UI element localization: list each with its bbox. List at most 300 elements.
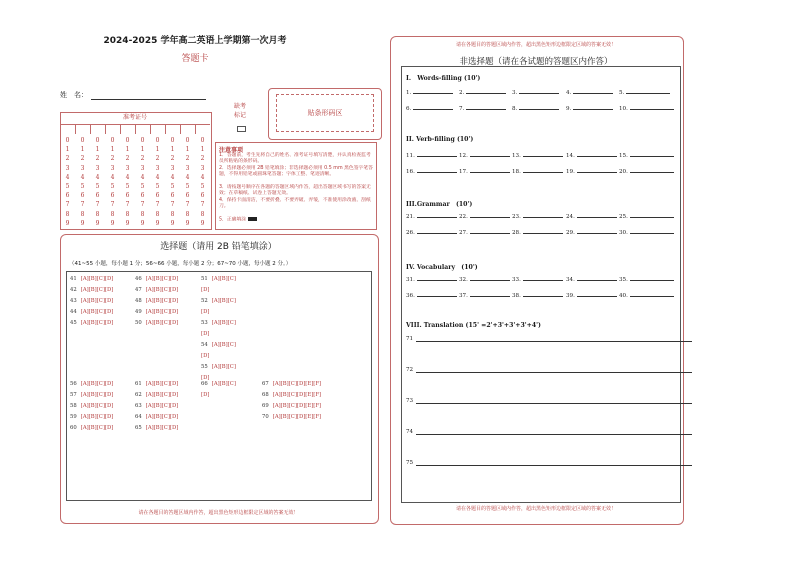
exam-id-input-cell[interactable] [75, 124, 91, 134]
exam-id-digit-column [105, 136, 120, 228]
exam-id-digit-bubble[interactable]: 7 [110, 201, 115, 209]
answer-option-d-label: [D] [201, 392, 210, 398]
fill-blank[interactable] [619, 90, 670, 96]
exam-id-digit-bubble[interactable]: 4 [80, 173, 85, 181]
note-item-label: 5．正确填涂 [219, 217, 247, 223]
choice-question-row [70, 414, 113, 420]
fill-blank[interactable] [566, 277, 617, 283]
question-number: 64 [135, 414, 142, 420]
blank-number: 38. [512, 293, 521, 299]
blank-line [523, 233, 563, 234]
fill-blank[interactable] [512, 90, 559, 96]
blank-line [577, 217, 617, 218]
blank-line [470, 156, 510, 157]
fill-blank[interactable] [459, 90, 506, 96]
fill-blank[interactable] [459, 230, 510, 236]
exam-id-digit-bubble[interactable]: 6 [185, 192, 190, 200]
exam-id-input-cell[interactable] [165, 124, 181, 134]
choice-question-row [201, 298, 236, 304]
exam-id-digit-bubble[interactable]: 3 [185, 164, 190, 172]
exam-id-digit-bubble[interactable]: 3 [200, 164, 205, 172]
question-number: 56 [70, 381, 77, 387]
blank-number: 23. [512, 214, 521, 220]
answer-options[interactable]: [A][B][C][D] [80, 425, 114, 431]
fill-blank[interactable] [619, 214, 674, 220]
fill-blank[interactable] [619, 169, 674, 175]
exam-id-digit-bubble[interactable]: 6 [155, 192, 160, 200]
question-number: 48 [135, 298, 142, 304]
blank-line [470, 233, 510, 234]
answer-options[interactable]: [A][B][C][D] [145, 298, 179, 304]
fill-blank[interactable] [406, 277, 457, 283]
exam-id-digit-bubble[interactable]: 5 [65, 183, 70, 191]
exam-id-digit-bubble[interactable]: 6 [170, 192, 175, 200]
answer-options[interactable]: [A][B][C][D] [145, 309, 179, 315]
answer-options[interactable]: [A][B][C][D][E][F] [272, 392, 322, 398]
exam-id-digit-bubble[interactable]: 9 [140, 219, 145, 227]
question-number: 52 [201, 298, 208, 304]
answer-options[interactable]: [A][B][C][D] [145, 403, 179, 409]
blank-line [470, 217, 510, 218]
exam-id-digit-bubble[interactable]: 7 [140, 201, 145, 209]
choice-question-row [201, 342, 236, 348]
blank-line [417, 233, 457, 234]
exam-id-digit-bubble[interactable]: 6 [65, 192, 70, 200]
notes-title: 注意事项 [219, 147, 244, 154]
exam-id-digit-bubble[interactable]: 1 [200, 146, 205, 154]
exam-id-digit-bubble[interactable]: 6 [95, 192, 100, 200]
exam-id-digit-bubble[interactable]: 4 [95, 173, 100, 181]
blank-line [470, 172, 510, 173]
fill-blank[interactable] [459, 169, 510, 175]
answer-options[interactable]: [A][B][C] [211, 342, 236, 348]
fill-blank[interactable] [566, 153, 617, 159]
answer-option-d[interactable] [201, 331, 209, 337]
exam-id-digit-bubble[interactable]: 8 [155, 210, 160, 218]
exam-id-digit-bubble[interactable]: 4 [155, 173, 160, 181]
fill-blank[interactable] [459, 277, 510, 283]
question-number: 63 [135, 403, 142, 409]
answer-options[interactable]: [A][B][C][D][E][F] [272, 381, 322, 387]
answer-option-d[interactable] [201, 392, 209, 398]
question-number: 70 [262, 414, 269, 420]
exam-id-digit-bubble[interactable]: 2 [65, 155, 70, 163]
blank-number: 16. [406, 169, 415, 175]
blank-line [470, 296, 510, 297]
fill-blank[interactable] [406, 293, 457, 299]
exam-id-digit-bubble[interactable]: 2 [185, 155, 190, 163]
exam-id-digit-bubble[interactable]: 0 [200, 137, 205, 144]
answer-option-d[interactable] [201, 287, 209, 293]
blank-number: 27. [459, 230, 468, 236]
answer-options[interactable]: [A][B][C][D] [145, 287, 179, 293]
answer-options[interactable]: [A][B][C][D] [80, 381, 114, 387]
exam-id-input-cell[interactable] [90, 124, 106, 134]
fill-blank[interactable] [512, 153, 563, 159]
answer-options[interactable]: [A][B][C][D] [80, 414, 114, 420]
fill-blank[interactable] [512, 277, 563, 283]
exam-id-digit-bubble[interactable]: 8 [200, 210, 205, 218]
answer-options[interactable]: [A][B][C][D] [80, 287, 114, 293]
choice-question-row [262, 414, 321, 420]
blank-line [630, 280, 674, 281]
absent-mark-box[interactable] [237, 126, 246, 132]
blank-number: 1. [406, 90, 412, 96]
blank-line [523, 172, 563, 173]
fill-blank[interactable] [459, 214, 510, 220]
blank-number: 35. [619, 277, 628, 283]
blank-number: 6. [406, 106, 412, 112]
blank-number: 20. [619, 169, 628, 175]
exam-id-digit-bubble[interactable]: 3 [155, 164, 160, 172]
blank-line [466, 93, 506, 94]
exam-id-digit-bubble[interactable]: 1 [65, 146, 70, 154]
answer-options[interactable]: [A][B][C][D] [145, 320, 179, 326]
exam-id-digit-column [60, 136, 75, 228]
answer-options[interactable]: [A][B][C][D][E][F] [272, 414, 322, 420]
exam-id-digit-bubble[interactable]: 7 [80, 201, 85, 209]
blank-line [523, 280, 563, 281]
answer-options[interactable]: [A][B][C][D][E][F] [272, 403, 322, 409]
exam-id-digit-bubble[interactable]: 3 [170, 164, 175, 172]
blank-number: 40. [619, 293, 628, 299]
fill-blank[interactable] [406, 230, 457, 236]
exam-id-digit-bubble[interactable]: 4 [200, 173, 205, 181]
exam-id-digit-column [120, 136, 135, 228]
exam-id-digit-bubble[interactable]: 1 [155, 146, 160, 154]
exam-id-digit-bubble[interactable]: 1 [80, 146, 85, 154]
exam-id-digit-bubble[interactable]: 2 [110, 155, 115, 163]
exam-id-digit-bubble[interactable]: 2 [155, 155, 160, 163]
blank-number: 4. [566, 90, 572, 96]
answer-options[interactable]: [A][B][C][D] [80, 392, 114, 398]
fill-blank[interactable] [566, 214, 617, 220]
choice-question-row [262, 381, 321, 387]
exam-id-digit-bubble[interactable]: 4 [65, 173, 70, 181]
blank-line [630, 156, 674, 157]
exam-id-digit-bubble[interactable]: 8 [185, 210, 190, 218]
exam-id-digit-bubble[interactable]: 6 [200, 192, 205, 200]
fill-blank[interactable] [512, 106, 559, 112]
answer-options[interactable]: [A][B][C][D] [145, 381, 179, 387]
exam-id-digit-bubble[interactable]: 8 [125, 210, 130, 218]
translation-answer-line[interactable] [416, 434, 692, 435]
blank-line [573, 93, 613, 94]
non-choice-title: 非选择题（请在各试题的答题区内作答） [459, 57, 613, 67]
fill-blank[interactable] [619, 277, 674, 283]
exam-id-digit-bubble[interactable]: 0 [110, 137, 115, 144]
blank-line [577, 172, 617, 173]
exam-id-digit-bubble[interactable]: 4 [110, 173, 115, 181]
exam-id-digit-bubble[interactable]: 4 [185, 173, 190, 181]
choice-question-row [135, 287, 178, 293]
exam-id-digit-bubble[interactable]: 9 [65, 219, 70, 227]
fill-blank[interactable] [512, 230, 563, 236]
answer-options[interactable]: [A][B][C] [211, 298, 236, 304]
exam-id-digit-bubble[interactable]: 4 [170, 173, 175, 181]
fill-blank[interactable] [619, 153, 674, 159]
exam-id-digit-bubble[interactable]: 7 [95, 201, 100, 209]
exam-id-input-cell[interactable] [150, 124, 166, 134]
exam-id-digit-bubble[interactable]: 8 [65, 210, 70, 218]
note-item: 4．保持卡面清洁，不要折叠、不要弄破、弄皱，不准使用涂改液、刮纸刀。 [219, 198, 371, 210]
exam-id-digit-column [90, 136, 105, 228]
choice-question-row [201, 381, 236, 387]
exam-id-digit-bubble[interactable]: 1 [170, 146, 175, 154]
answer-options[interactable]: [A][B][C][D] [145, 276, 179, 282]
choice-question-row [201, 364, 236, 370]
exam-id-digit-bubble[interactable]: 9 [185, 219, 190, 227]
exam-id-digit-bubble[interactable]: 0 [155, 137, 160, 144]
exam-id-digit-bubble[interactable]: 3 [125, 164, 130, 172]
exam-id-digit-bubble[interactable]: 5 [155, 183, 160, 191]
blank-number: 37. [459, 293, 468, 299]
blank-line [417, 172, 457, 173]
note-item [219, 217, 373, 224]
fill-blank[interactable] [406, 169, 457, 175]
choice-question-row [262, 392, 321, 398]
exam-id-digit-bubble[interactable]: 0 [125, 137, 130, 144]
fill-blank[interactable] [512, 293, 563, 299]
fill-blank[interactable] [512, 169, 563, 175]
choice-question-row [70, 392, 113, 398]
exam-id-digit-bubble[interactable]: 8 [170, 210, 175, 218]
answer-option-d[interactable] [201, 353, 209, 359]
answer-options[interactable]: [A][B][C] [211, 276, 236, 282]
answer-options[interactable]: [A][B][C][D] [145, 392, 179, 398]
exam-id-digit-bubble[interactable]: 1 [110, 146, 115, 154]
filled-sample-icon [248, 217, 257, 221]
exam-id-digit-bubble[interactable]: 4 [140, 173, 145, 181]
choice-question-row [135, 320, 178, 326]
answer-option-d[interactable] [201, 309, 209, 315]
exam-id-digit-bubble[interactable]: 2 [125, 155, 130, 163]
answer-options[interactable]: [A][B][C] [211, 364, 236, 370]
exam-id-digit-bubble[interactable]: 0 [95, 137, 100, 144]
exam-id-digit-bubble[interactable]: 5 [170, 183, 175, 191]
answer-option-d-label: [D] [201, 375, 210, 381]
exam-id-digit-bubble[interactable]: 9 [155, 219, 160, 227]
exam-id-digit-bubble[interactable]: 0 [65, 137, 70, 144]
exam-id-digit-bubble[interactable]: 8 [140, 210, 145, 218]
answer-option-d-label: [D] [201, 331, 210, 337]
note-item: 1．答题前，考生先将自己的姓名、准考证号填写清楚，并认真检查监考员所粘贴的条形码。 [219, 153, 371, 165]
answer-options[interactable]: [A][B][C][D] [80, 320, 114, 326]
answer-options[interactable]: [A][B][C] [211, 381, 236, 387]
name-label: 姓 名： [60, 91, 88, 99]
blank-line [577, 280, 617, 281]
exam-id-digit-bubble[interactable]: 5 [110, 183, 115, 191]
question-number: 55 [201, 364, 208, 370]
blank-line [626, 93, 670, 94]
blank-number: 13. [512, 153, 521, 159]
translation-answer-line[interactable] [416, 465, 692, 466]
question-number: 45 [70, 320, 77, 326]
choice-question-row [135, 392, 178, 398]
exam-id-digit-bubble[interactable]: 5 [95, 183, 100, 191]
exam-id-digit-bubble[interactable]: 2 [95, 155, 100, 163]
exam-id-digit-bubble[interactable]: 0 [185, 137, 190, 144]
exam-id-input-cell[interactable] [105, 124, 121, 134]
blank-number: 33. [512, 277, 521, 283]
exam-id-input-cell[interactable] [120, 124, 136, 134]
blank-line [417, 217, 457, 218]
blank-number: 14. [566, 153, 575, 159]
exam-id-digit-bubble[interactable]: 5 [125, 183, 130, 191]
exam-id-input-cell[interactable] [60, 124, 76, 134]
blank-line [577, 156, 617, 157]
answer-options[interactable]: [A][B][C][D] [80, 298, 114, 304]
question-number: 51 [201, 276, 208, 282]
exam-id-digit-bubble[interactable]: 0 [140, 137, 145, 144]
exam-id-digit-bubble[interactable]: 9 [95, 219, 100, 227]
fill-blank[interactable] [459, 153, 510, 159]
question-number: 58 [70, 403, 77, 409]
exam-id-digit-column [150, 136, 165, 228]
fill-blank[interactable] [512, 214, 563, 220]
fill-blank[interactable] [406, 90, 453, 96]
fill-blank[interactable] [566, 90, 613, 96]
exam-id-digit-bubble[interactable]: 3 [110, 164, 115, 172]
blank-number: 8. [512, 106, 518, 112]
translation-answer-line[interactable] [416, 372, 692, 373]
answer-options[interactable]: [A][B][C][D] [145, 425, 179, 431]
fill-blank[interactable] [619, 106, 674, 112]
exam-id-digit-bubble[interactable]: 3 [65, 164, 70, 172]
section-words-filling: I. Words-filling (10') [406, 75, 481, 82]
answer-options[interactable]: [A][B][C][D] [145, 414, 179, 420]
exam-id-digit-bubble[interactable]: 7 [170, 201, 175, 209]
exam-id-digit-column [135, 136, 150, 228]
fill-blank[interactable] [566, 106, 613, 112]
blank-line [577, 233, 617, 234]
exam-id-digit-bubble[interactable]: 9 [110, 219, 115, 227]
fill-blank[interactable] [566, 293, 617, 299]
exam-id-digit-bubble[interactable]: 3 [140, 164, 145, 172]
exam-id-label: 准考证号 [60, 112, 210, 125]
exam-id-digit-bubble[interactable]: 7 [155, 201, 160, 209]
exam-id-digit-bubble[interactable]: 7 [185, 201, 190, 209]
answer-options[interactable]: [A][B][C][D] [80, 276, 114, 282]
choice-question-row [135, 276, 178, 282]
translation-answer-line[interactable] [416, 341, 692, 342]
blank-number: 3. [512, 90, 518, 96]
exam-id-digit-bubble[interactable]: 3 [80, 164, 85, 172]
blank-line [523, 296, 563, 297]
question-number: 62 [135, 392, 142, 398]
absent-mark-label: 缺考 标记 [233, 103, 246, 119]
blank-line [523, 156, 563, 157]
choice-question-row [135, 381, 178, 387]
exam-id-digit-bubble[interactable]: 5 [80, 183, 85, 191]
fill-blank[interactable] [566, 169, 617, 175]
answer-options[interactable]: [A][B][C][D] [80, 403, 114, 409]
blank-line [413, 93, 453, 94]
question-number: 67 [262, 381, 269, 387]
blank-number: 11. [406, 153, 415, 159]
exam-id-digit-column [165, 136, 180, 228]
blank-number: 25. [619, 214, 628, 220]
blank-line [630, 233, 674, 234]
exam-id-digit-bubble[interactable]: 1 [125, 146, 130, 154]
blank-number: 36. [406, 293, 415, 299]
choice-question-row [262, 403, 321, 409]
exam-id-digit-bubble[interactable]: 8 [80, 210, 85, 218]
exam-id-digit-bubble[interactable]: 7 [125, 201, 130, 209]
fill-blank[interactable] [406, 214, 457, 220]
exam-id-digit-bubble[interactable]: 7 [200, 201, 205, 209]
choice-question-row [70, 381, 113, 387]
exam-id-digit-bubble[interactable]: 6 [125, 192, 130, 200]
exam-id-digit-bubble[interactable]: 5 [200, 183, 205, 191]
exam-id-input-cell[interactable] [195, 124, 210, 134]
exam-id-digit-bubble[interactable]: 8 [95, 210, 100, 218]
exam-id-digit-bubble[interactable]: 2 [200, 155, 205, 163]
exam-id-digit-bubble[interactable]: 2 [170, 155, 175, 163]
question-number: 43 [70, 298, 77, 304]
exam-id-digit-bubble[interactable]: 5 [185, 183, 190, 191]
exam-id-digit-bubble[interactable]: 9 [80, 219, 85, 227]
name-field[interactable] [91, 99, 206, 100]
fill-blank[interactable] [459, 106, 506, 112]
exam-id-digit-bubble[interactable]: 7 [65, 201, 70, 209]
fill-blank[interactable] [619, 230, 674, 236]
exam-id-digit-bubble[interactable]: 5 [140, 183, 145, 191]
exam-id-input-cell[interactable] [135, 124, 151, 134]
choice-question-row [201, 276, 236, 282]
exam-id-digit-bubble[interactable]: 0 [80, 137, 85, 144]
exam-id-digit-bubble[interactable]: 1 [95, 146, 100, 154]
note-item: 3．请按题号顺序在各题的答题区域内作答，超出答题区域书写的答案无效；在草稿纸、试卷上答题无效。 [219, 185, 371, 197]
fill-blank[interactable] [619, 293, 674, 299]
exam-id-digit-bubble[interactable]: 1 [140, 146, 145, 154]
exam-id-digit-bubble[interactable]: 2 [80, 155, 85, 163]
exam-id-digit-bubble[interactable]: 1 [185, 146, 190, 154]
fill-blank[interactable] [406, 106, 453, 112]
fill-blank[interactable] [459, 293, 510, 299]
fill-blank[interactable] [566, 230, 617, 236]
exam-id-digit-bubble[interactable]: 9 [200, 219, 205, 227]
exam-id-digit-bubble[interactable]: 0 [170, 137, 175, 144]
choice-instructions: （41~55 小题，每小题 1 分；56~66 小题，每小题 2 分；67~70 小题，每小题 2 分。） [69, 261, 292, 267]
blank-line [573, 109, 613, 110]
exam-id-digit-bubble[interactable]: 3 [95, 164, 100, 172]
answer-options[interactable]: [A][B][C] [211, 320, 236, 326]
exam-id-input-cell[interactable] [180, 124, 196, 134]
translation-answer-line[interactable] [416, 403, 692, 404]
exam-id-digit-bubble[interactable]: 8 [110, 210, 115, 218]
exam-id-digit-column [180, 136, 195, 228]
question-number: 53 [201, 320, 208, 326]
exam-id-digit-bubble[interactable]: 6 [110, 192, 115, 200]
question-number: 66 [201, 381, 208, 387]
blank-number: 9. [566, 106, 572, 112]
exam-id-digit-bubble[interactable]: 9 [125, 219, 130, 227]
exam-id-digit-bubble[interactable]: 6 [140, 192, 145, 200]
question-number: 57 [70, 392, 77, 398]
blank-number: 12. [459, 153, 468, 159]
exam-id-digit-bubble[interactable]: 9 [170, 219, 175, 227]
fill-blank[interactable] [406, 153, 457, 159]
blank-number: 22. [459, 214, 468, 220]
blank-line [466, 109, 506, 110]
exam-id-digit-bubble[interactable]: 6 [80, 192, 85, 200]
answer-options[interactable]: [A][B][C][D] [80, 309, 114, 315]
blank-number: 15. [619, 153, 628, 159]
exam-id-digit-bubble[interactable]: 4 [125, 173, 130, 181]
exam-id-digit-bubble[interactable]: 2 [140, 155, 145, 163]
blank-number: 21. [406, 214, 415, 220]
